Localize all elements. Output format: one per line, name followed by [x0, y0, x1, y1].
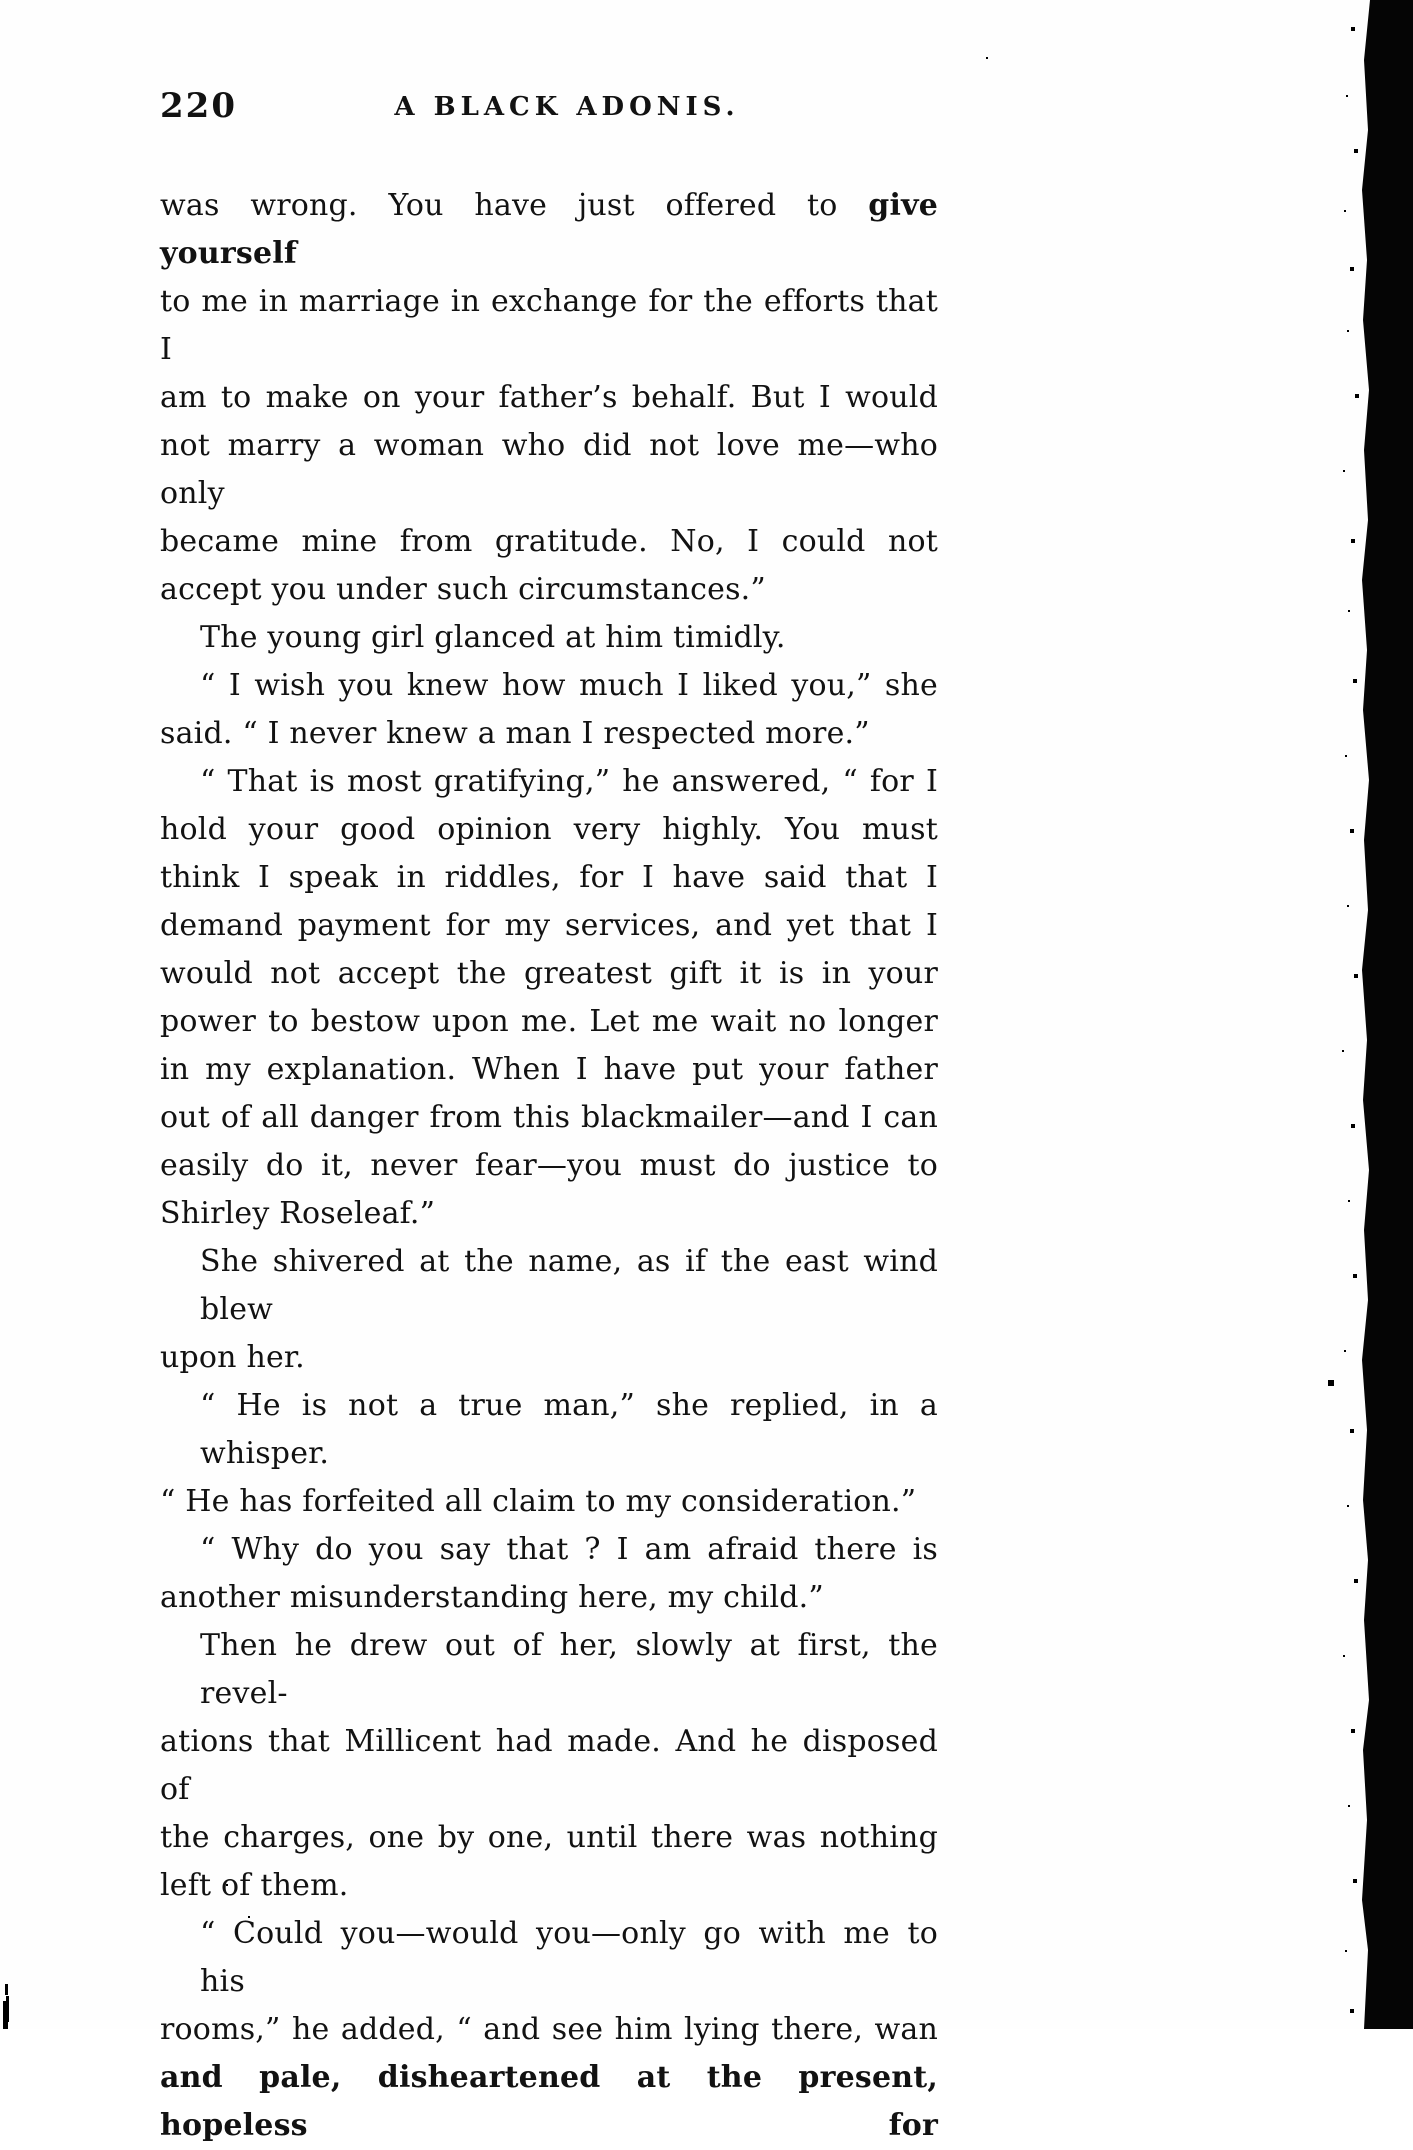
- scan-corner-artifact: [5, 1984, 8, 1995]
- text-line: another misunderstanding here, my child.”: [160, 1580, 824, 1615]
- text-line: the charges, one by one, until there was nothing: [160, 1820, 938, 1855]
- text-line: to me in marriage in exchange for the efforts that I: [160, 284, 938, 367]
- scan-speckle-artifact: [0, 0, 2, 2]
- text-line: and pale, disheartened at the present, hopeless for: [160, 2060, 938, 2143]
- page-number: 220: [160, 86, 237, 126]
- scan-edge-artifact: [1358, 0, 1413, 2029]
- text-line: ations that Millicent had made. And he disposed of: [160, 1724, 938, 1807]
- text-line: became mine from gratitude. No, I could not: [160, 524, 938, 559]
- text-line: demand payment for my services, and yet that I: [160, 908, 938, 943]
- text-line: Then he drew out of her, slowly at first, the revel-: [200, 1628, 938, 1711]
- text-line: accept you under such circumstances.”: [160, 572, 766, 607]
- running-title: A BLACK ADONIS.: [394, 92, 740, 122]
- page-header: [160, 86, 938, 130]
- text-line: left of them.: [160, 1868, 349, 1903]
- text-line: “ He is not a true man,” she replied, in a whisper.: [200, 1388, 938, 1471]
- text-line: She shivered at the name, as if the east wind blew: [200, 1244, 938, 1327]
- text-line: rooms,” he added, “ and see him lying there, wan: [160, 2012, 938, 2047]
- scan-corner-artifact: [3, 2001, 8, 2029]
- text-line: not marry a woman who did not love me—who only: [160, 428, 938, 511]
- text-line: [160, 182, 938, 278]
- page-text: [160, 182, 938, 2150]
- text-line: The young girl glanced at him timidly.: [200, 620, 786, 655]
- text-line: “ Could you—would you—only go with me to his: [200, 1916, 938, 1999]
- text-line: hold your good opinion very highly. You must: [160, 812, 938, 847]
- text-line: upon her.: [160, 1340, 305, 1375]
- bold-text-segment: give yourself: [160, 188, 938, 271]
- text-line: power to bestow upon me. Let me wait no longer: [160, 1004, 938, 1039]
- text-line: easily do it, never fear—you must do justice to: [160, 1148, 938, 1183]
- text-line: out of all danger from this blackmailer—and I can: [160, 1100, 938, 1135]
- text-line: “ That is most gratifying,” he answered, “ for I: [200, 764, 938, 799]
- text-line: would not accept the greatest gift it is in your: [160, 956, 938, 991]
- text-line: think I speak in riddles, for I have said that I: [160, 860, 938, 895]
- text-line: “ Why do you say that ? I am afraid there is: [200, 1532, 938, 1567]
- text-line: said. “ I never knew a man I respected more.”: [160, 716, 870, 751]
- text-line: “ I wish you knew how much I liked you,” she: [200, 668, 938, 703]
- text-segment: was wrong. You have just offered to: [160, 188, 869, 223]
- text-line: “ He has forfeited all claim to my consideration.”: [160, 1484, 917, 1519]
- text-line: am to make on your father’s behalf. But I would: [160, 380, 938, 415]
- text-line: in my explanation. When I have put your father: [160, 1052, 938, 1087]
- text-line: Shirley Roseleaf.”: [160, 1196, 436, 1231]
